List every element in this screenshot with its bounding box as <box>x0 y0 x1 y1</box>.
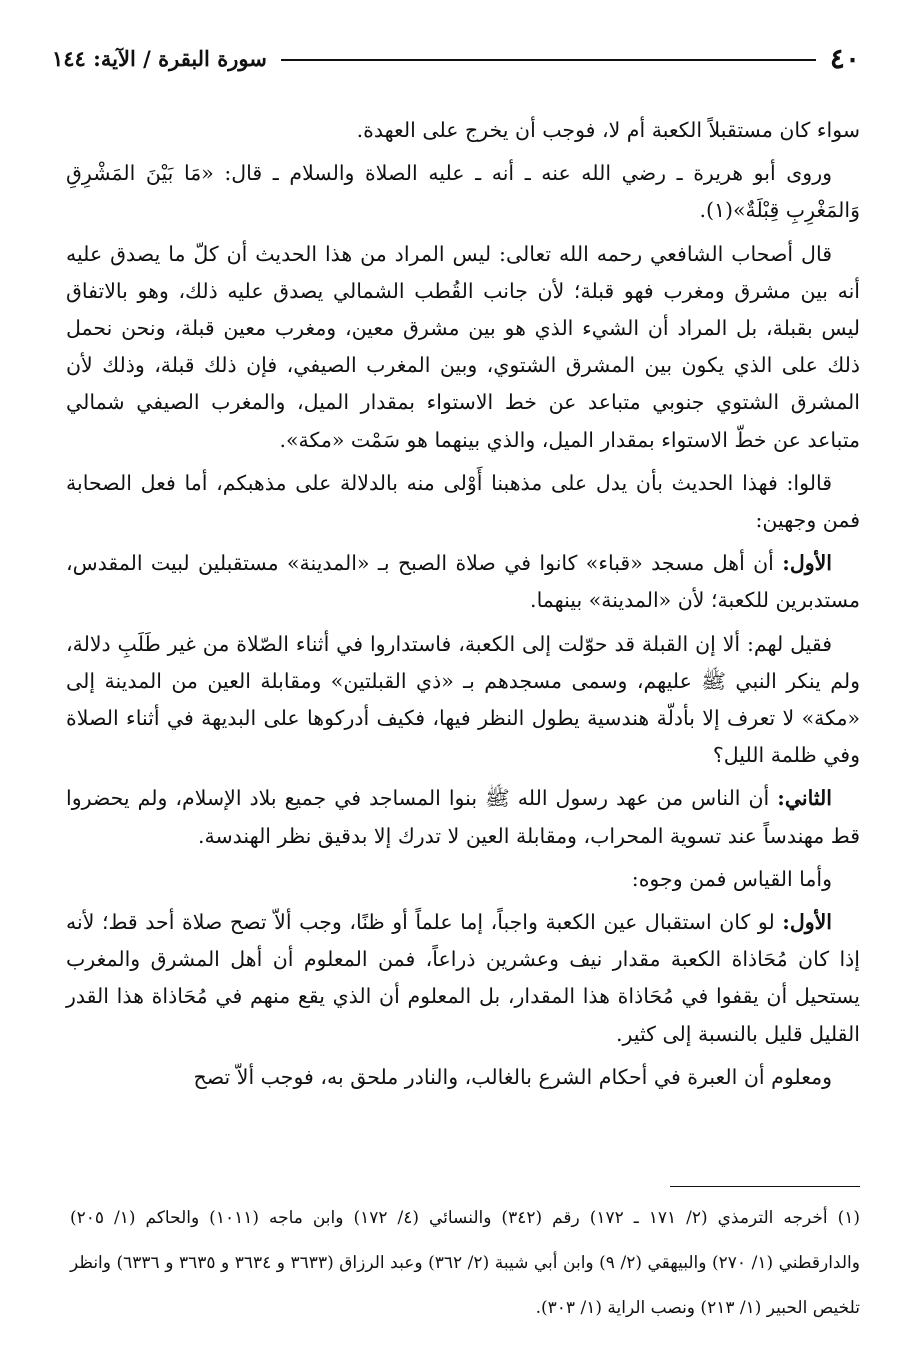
page-number: ٤٠ <box>829 41 860 75</box>
footnote <box>70 1196 860 1331</box>
running-title: سورة البقرة / الآية: ١٤٤ <box>52 45 267 71</box>
paragraph <box>66 780 860 854</box>
paragraph-text: أن أهل مسجد «قباء» كانوا في صلاة الصبح بـ «المدينة» مستقبلين لبيت المقدس، مستدبرين للكعبة؛ لأن «المدينة» بينهما. <box>66 551 860 613</box>
paragraph: ومعلوم أن العبرة في أحكام الشرع بالغالب، والنادر ملحق به، فوجب ألاّ تصح <box>193 1064 832 1089</box>
header-rule <box>281 59 816 61</box>
paragraph <box>66 545 860 619</box>
paragraph <box>66 904 860 1053</box>
paragraph: وأما القياس فمن وجوه: <box>631 866 832 891</box>
footnote-separator <box>670 1186 860 1187</box>
paragraph: سواء كان مستقبلاً الكعبة أم لا، فوجب أن يخرج على العهدة. <box>356 118 860 142</box>
paragraph: قال أصحاب الشافعي رحمه الله تعالى: ليس المراد من هذا الحديث أن كلّ ما يصدق عليه أنه بين مشرق ومغرب فهو قبلة؛ لأن جانب القُطب الشمالي يصدق عليه ذلك، وهو بالاتفاق ليس بقبلة، بل المراد أن الشيء الذي هو بين مشرق معين، ومغرب معين قبلة، ونحن نحمل ذلك على الذي يكون بين المشرق الشتوي، وبين المغرب الصيفي، فإن ذلك قبلة، وذلك لأن المشرق الشتوي جنوبي متباعد عن خط الاستواء بمقدار الميل، والمغرب الصيفي شمالي متباعد عن خطّ الاستواء بمقدار الميل، والذي بينهما هو سَمْت «مكة». <box>66 241 860 452</box>
paragraph: قالوا: فهذا الحديث بأن يدل على مذهبنا أَوْلى منه بالدلالة على مذهبكم، أما فعل الصحابة فمن وجهين: <box>66 470 860 533</box>
paragraph: فقيل لهم: ألا إن القبلة قد حوّلت إلى الكعبة، فاستداروا في أثناء الصّلاة من غير طَلَبِ دلالة، ولم ينكر النبي ﷺ عليهم، وسمى مسجدهم بـ «ذي القبلتين» ومقابلة العين من المدينة إلى «مكة» لا تعرف إلا بأدلّة هندسية يطول النظر فيها، فكيف أدركوها على البديهة في أثناء الصلاة وفي ظلمة الليل؟ <box>66 631 860 768</box>
main-text <box>66 112 860 1102</box>
paragraph-text: أن الناس من عهد رسول الله ﷺ بنوا المساجد في جميع بلاد الإسلام، ولم يحضروا قط مهندساً عند تسوية المحراب، ومقابلة العين لا تدرك إلا بدقيق نظر الهندسة. <box>66 786 860 848</box>
point-label: الثاني: <box>777 786 832 811</box>
point-label: الأول: <box>782 910 832 935</box>
page-header <box>52 38 860 78</box>
paragraph: وروى أبو هريرة ـ رضي الله عنه ـ أنه ـ عليه الصلاة والسلام ـ قال: «مَا بَيْنَ المَشْرِقِ وَالمَغْرِبِ قِبْلَةٌ»(١). <box>66 161 860 223</box>
paragraph-text: لو كان استقبال عين الكعبة واجباً، إما علماً أو ظنًا، وجب ألاّ تصح صلاة أحد قط؛ لأنه إذا كان مُحَاذاة الكعبة مقدار نيف وعشرين ذراعاً، فمن المعلوم أن أهل المشرق والمغرب يستحيل أن يقفوا في مُحَاذاة هذا المقدار، بل المعلوم أن الذي يقع منهم في مُحَاذاة هذا القدر القليل قليل بالنسبة إلى كثير. <box>66 910 860 1046</box>
footnote-text: (١) أخرجه الترمذي (٢/ ١٧١ ـ ١٧٢) رقم (٣٤٢) والنسائي (٤/ ١٧٢) وابن ماجه (١٠١١) والحاكم (١/ ٢٠٥) والدارقطني (١/ ٢٧٠) والبيهقي (٢/ ٩) وابن أبي شيبة (٢/ ٣٦٢) وعبد الرزاق (٣٦٣٣ و ٣٦٣٤ و ٣٦٣٥ و ٦٣٣٦) وانظر تلخيص الحبير (١/ ٢١٣) ونصب الراية (١/ ٣٠٣). <box>70 1208 860 1318</box>
point-label: الأول: <box>782 551 832 576</box>
